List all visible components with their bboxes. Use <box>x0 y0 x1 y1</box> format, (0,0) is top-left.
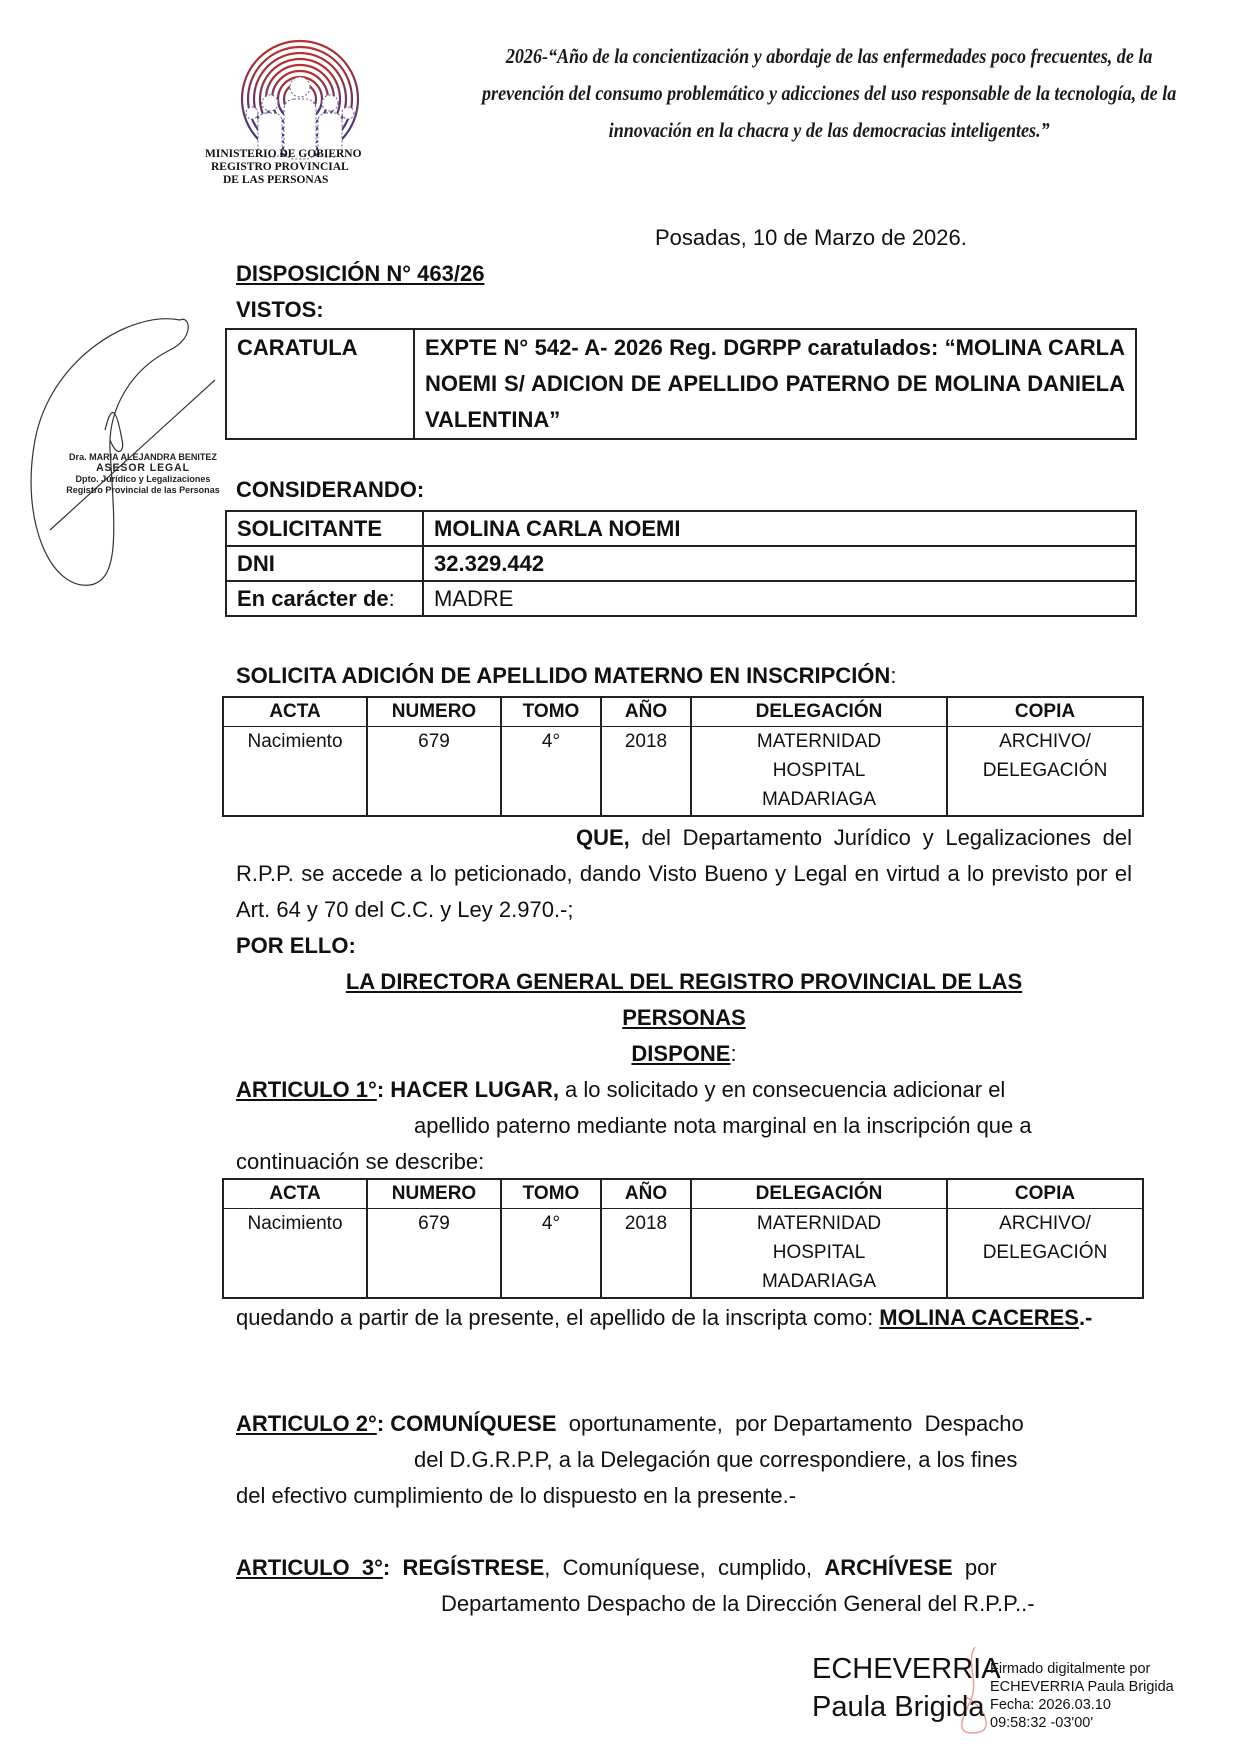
delegacion-line: HOSPITAL <box>772 760 866 781</box>
cell-anio: 2018 <box>601 1209 691 1299</box>
table-row <box>226 329 1136 439</box>
cell-delegacion <box>691 727 947 817</box>
que-lead: QUE, <box>576 825 630 850</box>
article-3 <box>236 1550 1132 1622</box>
delegacion-line: HOSPITAL <box>772 1242 866 1263</box>
applicant-label: SOLICITANTE <box>226 511 423 546</box>
caption-line: DE LAS PERSONAS <box>223 174 329 186</box>
cell-anio: 2018 <box>601 727 691 817</box>
col-numero: NUMERO <box>367 697 501 727</box>
request-heading-text: SOLICITA ADICIÓN DE APELLIDO MATERNO EN INSCRIPCIÓN <box>236 663 891 688</box>
resulting-surname: MOLINA CACERES <box>879 1305 1079 1330</box>
dispone-heading: DISPONE <box>631 1041 731 1066</box>
caption-line: MINISTERIO DE GOBIERNO <box>205 148 362 160</box>
table-row <box>226 581 1136 616</box>
caratula-label: CARATULA <box>226 329 414 439</box>
article-lead: ARCHÍVESE <box>824 1555 953 1580</box>
resulting-suffix: .- <box>1078 1305 1093 1330</box>
article-text: del efectivo cumplimiento de lo dispuesto en la presente.- <box>236 1483 797 1508</box>
request-heading <box>236 658 896 694</box>
authority-line: LA DIRECTORA GENERAL DEL REGISTRO PROVINCIAL DE LAS <box>345 969 1023 994</box>
capacity-label-colon: : <box>388 586 395 611</box>
capacity-label-text: En carácter de <box>237 586 389 611</box>
delegacion-line: MATERNIDAD <box>756 1213 882 1234</box>
col-copia: COPIA <box>947 697 1143 727</box>
que-paragraph <box>236 820 1132 928</box>
delegacion-line: MATERNIDAD <box>756 731 882 752</box>
motto-line: prevención del consumo problemático y adicciones del uso responsable de la tecnología, de la <box>482 81 1177 105</box>
considerando-heading: CONSIDERANDO: <box>236 477 425 502</box>
authority-heading <box>236 964 1132 1072</box>
caratula-value: EXPTE N° 542- A- 2026 Reg. DGRPP caratulados: “MOLINA CARLA NOEMI S/ ADICION DE APELLIDO PATERNO DE MOLINA DANIELA VALENTINA” <box>414 329 1136 439</box>
stamp-line: Dra. MARIA ALEJANDRA BENITEZ <box>69 452 217 463</box>
signer-surname: ECHEVERRIA <box>812 1653 1001 1685</box>
delegacion-line: MADARIAGA <box>761 789 877 810</box>
table-row <box>226 546 1136 581</box>
cell-copia <box>947 727 1143 817</box>
cell-numero: 679 <box>367 727 501 817</box>
cell-copia <box>947 1209 1143 1299</box>
request-heading-colon: : <box>890 663 897 688</box>
applicant-value: MOLINA CARLA NOEMI <box>423 511 1136 546</box>
article-colon: : <box>376 1077 391 1102</box>
article-lead: COMUNÍQUESE <box>390 1411 557 1436</box>
que-text: del Departamento Jurídico y Legalizaciones del R.P.P. se accede a lo peticionado, dando Visto Bueno y Legal en virtud a lo previsto por el Art. 64 y 70 del C.C. y Ley 2.970.-; <box>236 825 1132 922</box>
ministry-caption <box>205 148 405 187</box>
article-text: Departamento Despacho de la Dirección General del R.P.P..- <box>441 1591 1035 1616</box>
article-text: , Comuníquese, cumplido, <box>544 1555 825 1580</box>
article-lead: HACER LUGAR, <box>390 1077 559 1102</box>
year-motto <box>440 38 1218 149</box>
birth-record-table <box>222 696 1144 817</box>
signer-given-name: Paula Brigida <box>812 1691 985 1723</box>
table-row <box>226 511 1136 546</box>
article-colon: : <box>382 1555 403 1580</box>
article-1 <box>236 1072 1132 1180</box>
delegacion-line: MADARIAGA <box>761 1271 877 1292</box>
copia-line: DELEGACIÓN <box>982 1242 1108 1263</box>
por-ello-heading: POR ELLO: <box>236 933 356 958</box>
article-text: continuación se describe: <box>236 1149 485 1174</box>
article-label: ARTICULO 2° <box>236 1411 377 1436</box>
stamp-line: Registro Provincial de las Personas <box>66 485 220 496</box>
stamp-line: ASESOR LEGAL <box>96 462 190 474</box>
dni-value: 32.329.442 <box>423 546 1136 581</box>
col-acta: ACTA <box>223 1179 367 1209</box>
vistos-heading: VISTOS: <box>236 297 324 322</box>
table-header-row <box>223 1179 1143 1209</box>
fingerprint-people-logo-icon <box>200 35 400 165</box>
article-lead: REGÍSTRESE <box>402 1555 545 1580</box>
document-date: Posadas, 10 de Marzo de 2026. <box>655 225 967 250</box>
article-text: apellido paterno mediante nota marginal en la inscripción que a <box>414 1113 1032 1138</box>
col-anio: AÑO <box>601 697 691 727</box>
caption-line: REGISTRO PROVINCIAL <box>211 161 349 173</box>
handwritten-signature-icon <box>10 300 225 600</box>
article-text: oportunamente, por Departamento Despacho <box>556 1411 1024 1436</box>
signature-meta-line: Fecha: 2026.03.10 <box>990 1697 1111 1713</box>
cell-delegacion <box>691 1209 947 1299</box>
dni-label: DNI <box>226 546 423 581</box>
article-text: a lo solicitado y en consecuencia adicionar el <box>558 1077 1006 1102</box>
article-text: por <box>952 1555 997 1580</box>
signature-metadata <box>990 1660 1174 1732</box>
article-label: ARTICULO 1° <box>236 1077 377 1102</box>
authority-line: PERSONAS <box>622 1005 746 1030</box>
stamp-line: Dpto. Jurídico y Legalizaciones <box>75 474 211 485</box>
resulting-text: quedando a partir de la presente, el apellido de la inscripta como: <box>236 1305 880 1330</box>
applicant-table <box>225 510 1137 617</box>
cell-acta: Nacimiento <box>223 727 367 817</box>
legal-advisor-stamp <box>62 452 224 496</box>
birth-record-table-2 <box>222 1178 1144 1299</box>
article-colon: : <box>376 1411 391 1436</box>
col-acta: ACTA <box>223 697 367 727</box>
table-row <box>223 1209 1143 1299</box>
cell-numero: 679 <box>367 1209 501 1299</box>
motto-line: 2026-“Año de la concientización y abordaje de las enfermedades poco frecuentes, de la <box>505 44 1153 68</box>
col-numero: NUMERO <box>367 1179 501 1209</box>
motto-line: innovación en la chacra y de las democracias inteligentes.” <box>608 118 1050 142</box>
col-tomo: TOMO <box>501 697 601 727</box>
copia-line: DELEGACIÓN <box>982 760 1108 781</box>
resulting-surname-paragraph <box>236 1300 1132 1336</box>
table-header-row <box>223 697 1143 727</box>
col-copia: COPIA <box>947 1179 1143 1209</box>
col-delegacion: DELEGACIÓN <box>691 697 947 727</box>
cell-acta: Nacimiento <box>223 1209 367 1299</box>
disposition-title: DISPOSICIÓN N° 463/26 <box>236 261 485 286</box>
article-2 <box>236 1406 1132 1514</box>
legal-advisor-signature <box>10 300 225 600</box>
table-row <box>223 727 1143 817</box>
article-text: del D.G.R.P.P, a la Delegación que correspondiere, a los fines <box>414 1447 1018 1472</box>
caratula-table <box>225 328 1137 440</box>
col-delegacion: DELEGACIÓN <box>691 1179 947 1209</box>
signature-meta-line: 09:58:32 -03'00' <box>990 1715 1094 1731</box>
copia-line: ARCHIVO/ <box>999 731 1091 752</box>
article-label: ARTICULO 3° <box>236 1555 383 1580</box>
capacity-label <box>226 581 423 616</box>
cell-tomo: 4° <box>501 727 601 817</box>
copia-line: ARCHIVO/ <box>999 1213 1091 1234</box>
signature-meta-line: ECHEVERRIA Paula Brigida <box>990 1679 1174 1695</box>
signer-name <box>812 1650 1001 1726</box>
signature-meta-line: Firmado digitalmente por <box>990 1661 1151 1677</box>
dispone-colon: : <box>730 1041 737 1066</box>
col-tomo: TOMO <box>501 1179 601 1209</box>
capacity-value: MADRE <box>423 581 1136 616</box>
col-anio: AÑO <box>601 1179 691 1209</box>
cell-tomo: 4° <box>501 1209 601 1299</box>
